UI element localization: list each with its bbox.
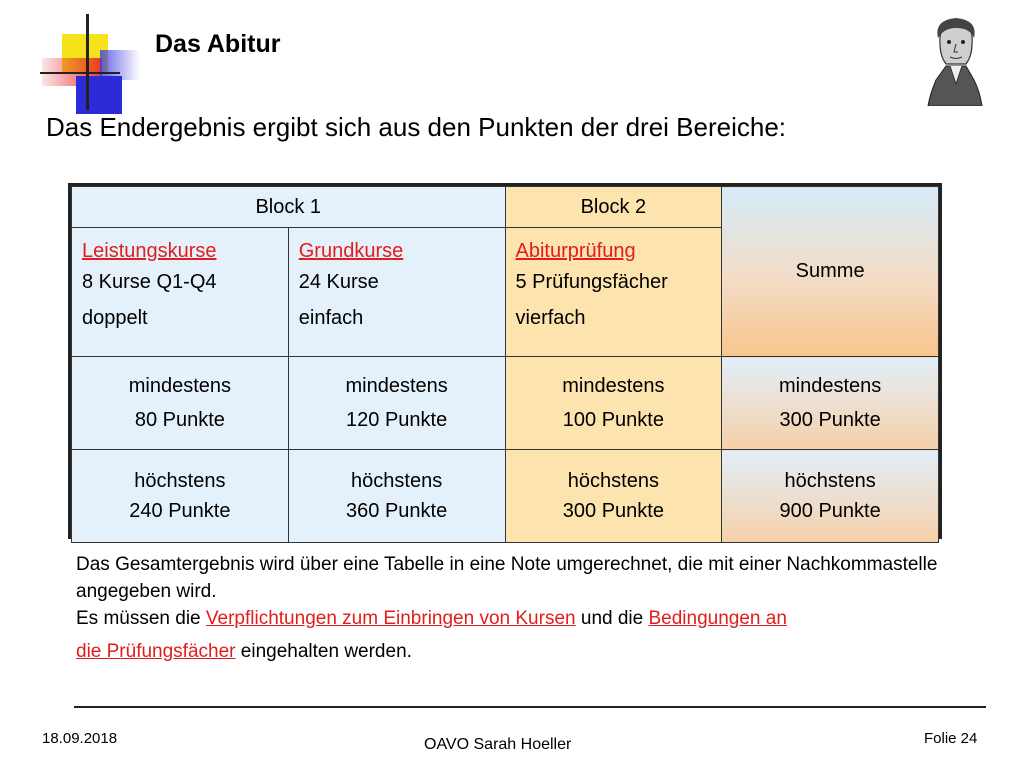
block1-header: Block 1 [72, 187, 506, 228]
min-cell-sum [722, 357, 939, 450]
slide-subtitle: Das Endergebnis ergibt sich aus den Punkten der drei Bereiche: [46, 112, 786, 142]
explanation-text [76, 551, 946, 672]
max-cell-gk [288, 450, 505, 543]
obligations-text-mid: und die [575, 608, 649, 629]
min-cell-gk [288, 357, 505, 450]
abiturpruefung-weight: vierfach [515, 307, 586, 329]
min-label: mindestens [345, 375, 448, 397]
slide-title: Das Abitur [155, 30, 281, 58]
min-value: 100 Punkte [562, 409, 664, 431]
block2-header: Block 2 [505, 187, 722, 228]
cell-grundkurse [288, 228, 505, 357]
max-cell-sum [722, 450, 939, 543]
max-label: höchstens [134, 470, 226, 492]
max-value: 240 Punkte [129, 500, 231, 522]
footer-divider [74, 706, 986, 708]
paragraph-obligations-line2 [76, 632, 946, 672]
link-verpflichtungen[interactable]: Verpflichtungen zum Einbringen von Kursen [205, 608, 576, 629]
max-label: höchstens [351, 470, 443, 492]
min-value: 120 Punkte [346, 409, 448, 431]
footer-date: 18.09.2018 [42, 730, 118, 747]
obligations-text-end: eingehalten werden. [235, 641, 412, 662]
cell-leistungskurse [72, 228, 289, 357]
footer-slide-number: Folie 24 [924, 730, 978, 747]
grundkurse-count: 24 Kurse [298, 271, 379, 293]
max-value: 360 Punkte [346, 500, 448, 522]
min-label: mindestens [562, 375, 665, 397]
max-label: höchstens [784, 470, 876, 492]
grundkurse-weight: einfach [298, 307, 364, 329]
leistungskurse-title: Leistungskurse [82, 240, 217, 262]
max-cell-lk [72, 450, 289, 543]
max-cell-ap [505, 450, 722, 543]
table-min-row [72, 357, 939, 450]
paragraph-grade-conversion: Das Gesamtergebnis wird über eine Tabelle in eine Note umgerechnet, die mit einer Nachkommastelle angegeben wird. [76, 554, 938, 602]
min-cell-ap [505, 357, 722, 450]
logo-vertical-line [86, 14, 89, 110]
leistungskurse-count: 8 Kurse Q1-Q4 [82, 271, 217, 293]
max-value: 300 Punkte [562, 500, 664, 522]
sum-header: Summe [722, 187, 939, 357]
points-table [68, 183, 942, 539]
link-bedingungen-part1[interactable]: Bedingungen an [648, 608, 787, 629]
obligations-text-start: Es müssen die [76, 608, 206, 629]
min-label: mindestens [778, 375, 882, 397]
max-label: höchstens [567, 470, 659, 492]
link-bedingungen-part2[interactable]: die Prüfungsfächer [76, 641, 236, 662]
table-header-row [72, 187, 939, 228]
min-value: 80 Punkte [134, 409, 225, 431]
min-value: 300 Punkte [779, 409, 881, 431]
paragraph-obligations [76, 605, 946, 632]
logo-horizontal-line [40, 72, 120, 74]
cell-abiturpruefung [505, 228, 722, 357]
table-max-row [72, 450, 939, 543]
slide-logo [40, 14, 130, 114]
footer-author: OAVO Sarah Hoeller [424, 736, 572, 753]
abiturpruefung-count: 5 Prüfungsfächer [515, 271, 668, 293]
abiturpruefung-title: Abiturprüfung [515, 240, 636, 262]
portrait-image [922, 14, 988, 106]
logo-blue-square [76, 76, 122, 114]
leistungskurse-weight: doppelt [82, 307, 148, 329]
max-value: 900 Punkte [779, 500, 881, 522]
min-label: mindestens [128, 375, 232, 397]
min-cell-lk [72, 357, 289, 450]
grundkurse-title: Grundkurse [298, 240, 404, 262]
